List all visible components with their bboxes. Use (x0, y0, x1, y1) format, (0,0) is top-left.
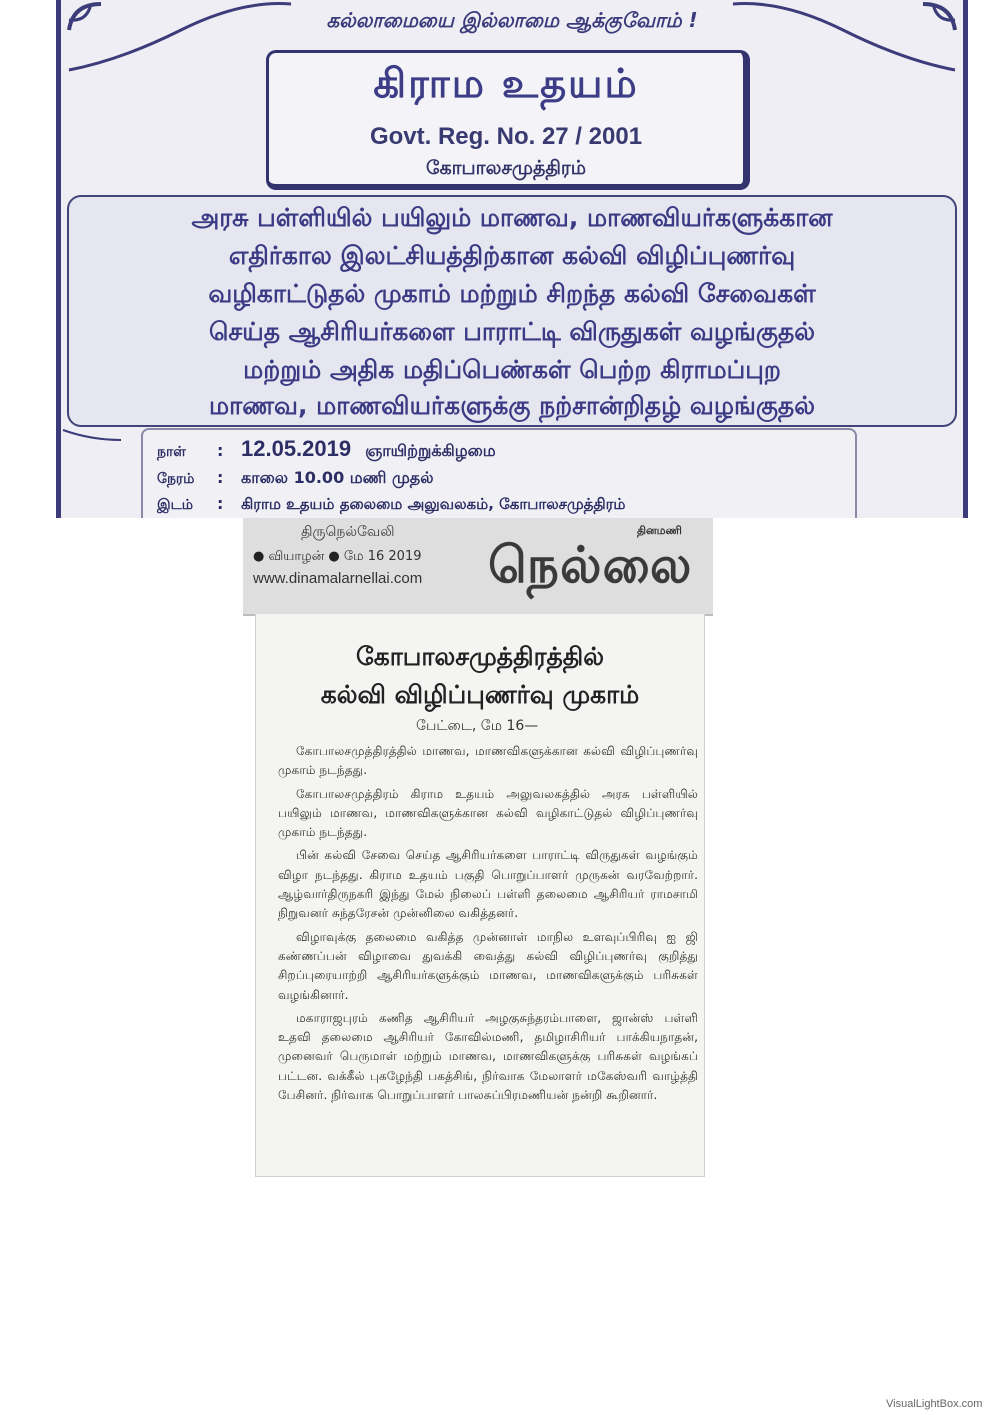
title-box (266, 50, 750, 190)
headline-line: கோபாலசமுத்திரத்தில் (355, 642, 605, 671)
event-line: எதிர்கால இலட்சியத்திற்கான கல்வி விழிப்புணர்வு (228, 241, 796, 270)
news-article (255, 614, 705, 1177)
article-paragraph: விழாவுக்கு தலைமை வகித்த முன்னாள் மாநில உளவுப்பிரிவு ஐ ஜி கண்ணப்பன் விழாவை துவக்கி வைத்து கல்வி விழிப்புணர்வு குறித்து சிறப்புரையாற்றி ஆசிரியர்களுக்கும் மாணவ, மாணவிகளுக்கும் பரிசுகள் வழங்கினார். (278, 929, 698, 1002)
time-row (157, 468, 433, 492)
bullet-icon: ● (253, 549, 265, 564)
venue-label: இடம் (157, 497, 194, 513)
registration-number: Govt. Reg. No. 27 / 2001 (369, 123, 643, 150)
event-line: செய்த ஆசிரியர்களை பாராட்டி விருதுகள் வழங்குதல் (208, 317, 816, 346)
issue-day: வியாழன் (268, 549, 325, 564)
headline-line: கல்வி விழிப்புணர்வு முகாம் (320, 680, 640, 709)
event-line: வழிகாட்டுதல் முகாம் மற்றும் சிறந்த கல்வி சேவைகள் (208, 279, 816, 308)
colon: : (217, 494, 224, 513)
event-description-box (67, 195, 957, 427)
date-row (157, 436, 496, 460)
masthead (243, 518, 713, 616)
time-label: நேரம் (157, 471, 195, 487)
event-details-box (141, 428, 857, 518)
article-paragraph: கோபாலசமுத்திரத்தில் மாணவ, மாணவிகளுக்கான கல்வி விழிப்புணர்வு முகாம் நடந்தது. (278, 744, 698, 778)
slogan: கல்லாமையை இல்லாமை ஆக்குவோம் ! (326, 8, 698, 32)
event-line: மாணவ, மாணவியர்களுக்கு நற்சான்றிதழ் வழங்குதல் (209, 391, 815, 420)
edition-city: திருநெல்வேலி (301, 524, 395, 540)
organization-name: கிராம உதயம் (373, 61, 639, 107)
colon: : (217, 441, 224, 460)
newspaper-name: நெல்லை (488, 536, 693, 594)
watermark-text: VisualLightBox.com (886, 1398, 983, 1410)
time-value: காலை 10.00 மணி முதல் (241, 468, 434, 487)
invitation-card (56, 0, 968, 518)
colon: : (217, 468, 224, 487)
article-paragraph: கோபாலசமுத்திரம் கிராம உதயம் அலுவலகத்தில் அரசு பள்ளியில் பயிலும் மாணவ, மாணவிகளுக்கான கல்வி வழிகாட்டுதல் விழிப்புணர்வு முகாம் நடந்தது. (278, 786, 698, 840)
newspaper-website: www.dinamalarnellai.com (253, 570, 423, 587)
article-headline (256, 638, 704, 714)
newspaper-brand: தினமணி (637, 524, 682, 537)
date-label: நாள் (157, 444, 186, 460)
article-body (278, 742, 698, 1109)
issue-date-value: மே 16 2019 (343, 549, 422, 564)
date-value: 12.05.2019 (241, 436, 352, 461)
article-dateline: பேட்டை, மே 16— (416, 718, 539, 734)
issue-date (253, 549, 422, 565)
event-line: அரசு பள்ளியில் பயிலும் மாணவ, மாணவியர்களுக்கான (191, 203, 833, 232)
place-name: கோபாலசமுத்திரம் (425, 157, 587, 179)
article-paragraph: பின் கல்வி சேவை செய்த ஆசிரியர்களை பாராட்டி விருதுகள் வழங்கும் விழா நடந்தது. கிராம உதயம் பகுதி பொறுப்பாளர் முருகன் வரவேற்றார். ஆழ்வார்திருநகரி இந்து மேல் நிலைப் பள்ளி தலைமை ஆசிரியர் ராமசாமி நிறுவனர் சுந்தரேசன் முன்னிலை வகித்தனர். (278, 848, 698, 921)
article-paragraph: மகாராஜபுரம் கணித ஆசிரியர் அழகுசுந்தரம்பாளை, ஜான்ஸ் பள்ளி உதவி தலைமை ஆசிரியர் கோவில்மணி, தமிழாசிரியர் பாக்கியநாதன், முனைவர் பெருமாள் மற்றும் மாணவ, மாணவிகளுக்கு பரிசுகள் வழங்கப் பட்டன. வக்கீல் புகழேந்தி பகத்சிங், நிர்வாக மேலாளர் மகேஸ்வரி வாழ்த்தி பேசினர். நிர்வாக பொறுப்பாளர் பாலசுப்பிரமணியன் நன்றி கூறினார். (278, 1010, 698, 1103)
day-value: ஞாயிற்றுக்கிழமை (365, 441, 496, 460)
newspaper-clipping (243, 518, 713, 1176)
venue-value: கிராம உதயம் தலைமை அலுவலகம், கோபாலசமுத்திரம் (241, 495, 626, 513)
venue-row (157, 494, 626, 518)
bullet-icon: ● (328, 549, 340, 564)
event-line: மற்றும் அதிக மதிப்பெண்கள் பெற்ற கிராமப்புற (243, 355, 781, 384)
